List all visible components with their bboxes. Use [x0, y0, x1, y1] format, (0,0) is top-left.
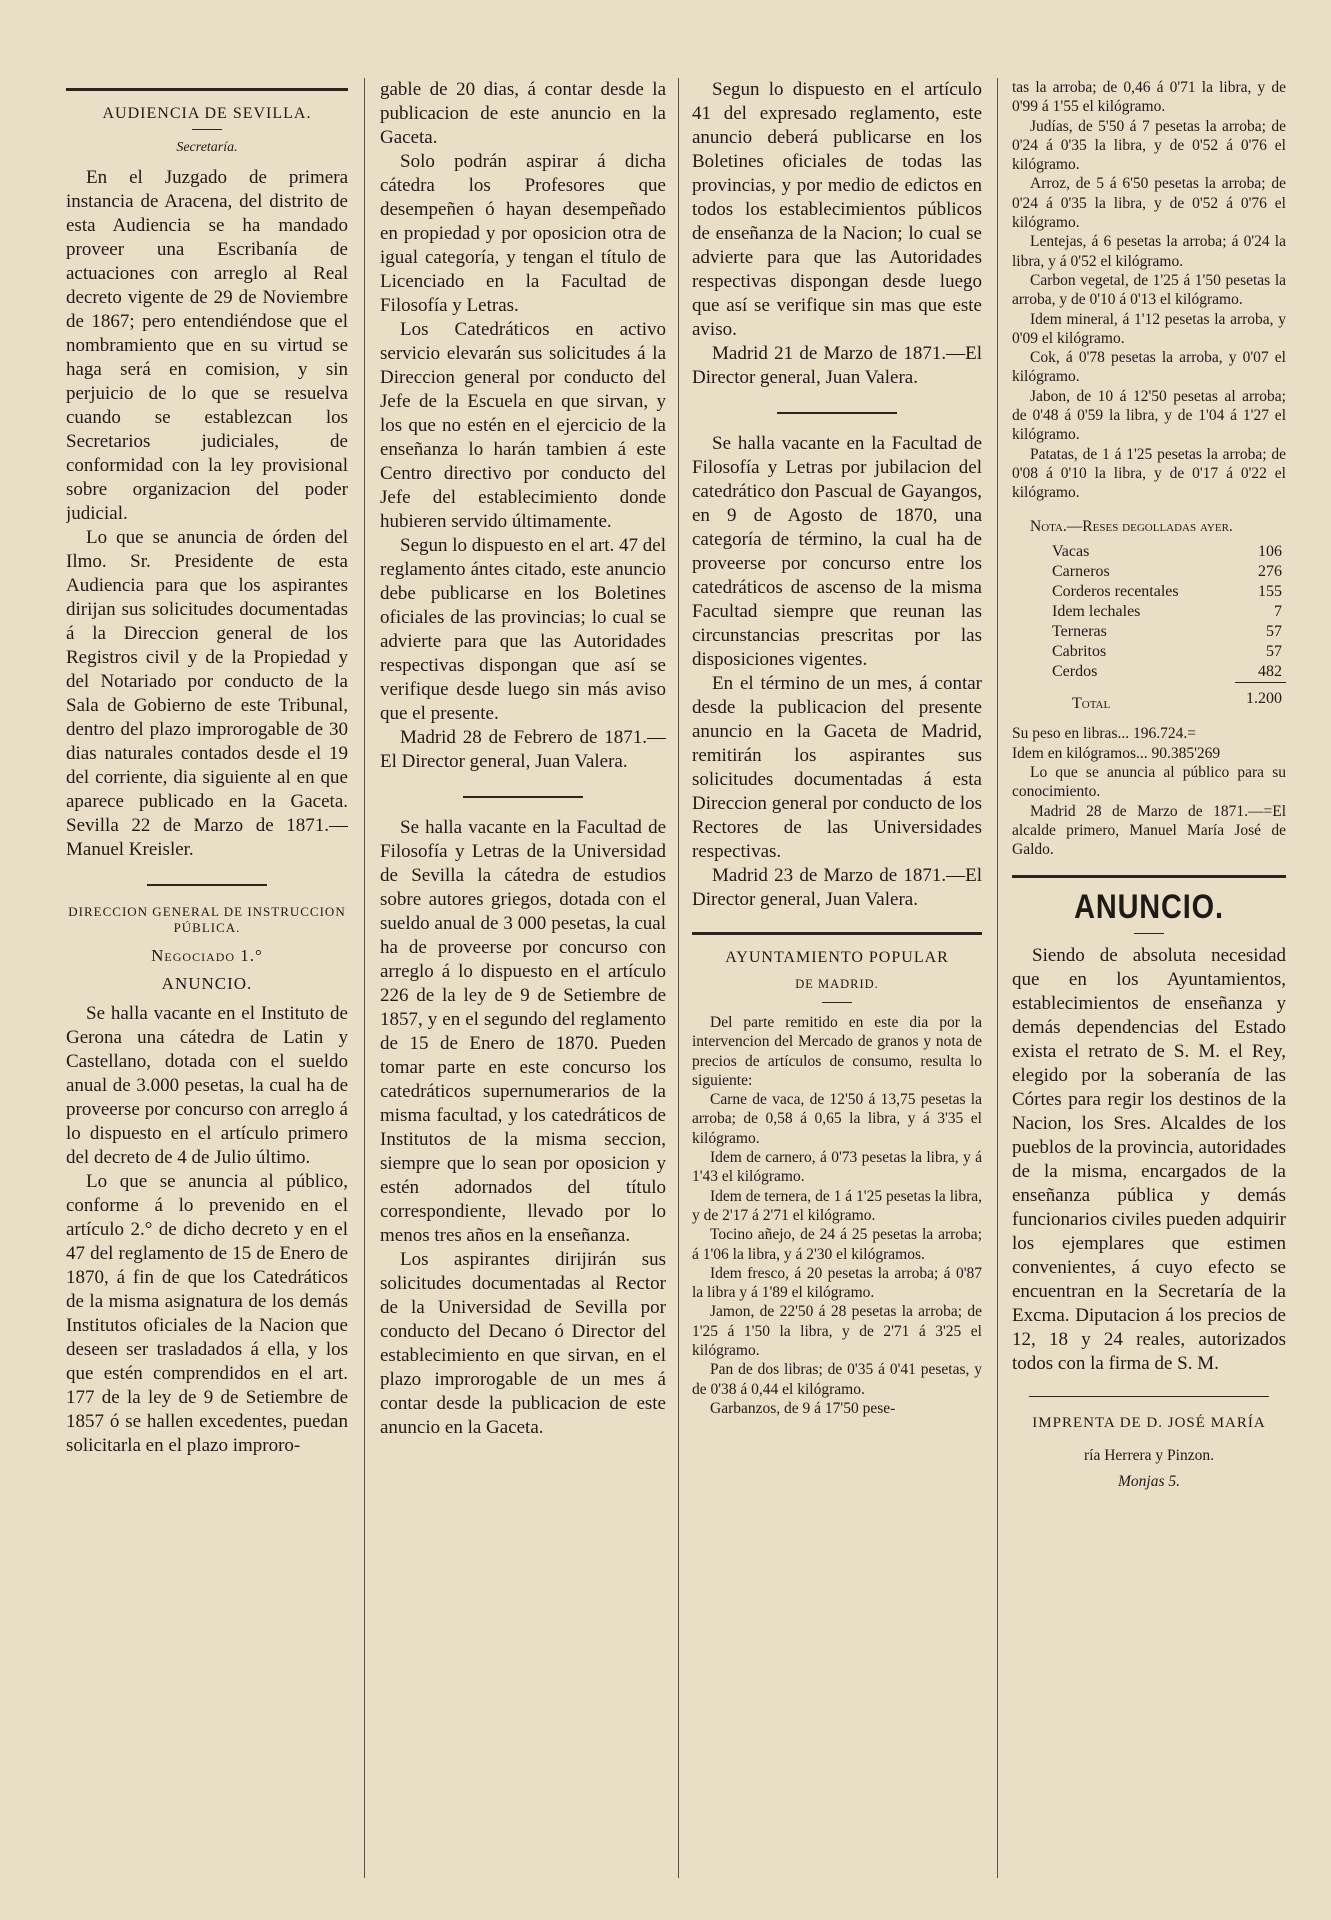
- column-4: [1012, 78, 1286, 1888]
- signature-paragraph: Madrid 28 de Marzo de 1871.—=El alcalde primero, Manuel María José de Galdo.: [1012, 802, 1286, 859]
- reses-value: 57: [1266, 642, 1282, 660]
- price-paragraph: Jamon, de 22'50 á 28 pesetas la arroba; de 1'25 á 1'50 la libra, y de 2'71 á 3'25 el kilógramo.: [692, 1303, 982, 1360]
- section-rule: [66, 88, 348, 91]
- paragraph: En el Juzgado de primera instancia de Aracena, del distrito de esta Audiencia se ha mandado proveer una Escribanía de actuaciones con arreglo al Real decreto vigente de 29 de Noviembre de 1867; pero entendiéndose que el nombramiento que en su virtud se haga será en comision, y sin perjuicio de lo que se resuelva cuando se establezcan los Secretarios judiciales, de conformidad con la ley provisional sobre organizacion del poder judicial.: [66, 167, 348, 524]
- paragraph: Lo que se anuncia de órden del Ilmo. Sr. Presidente de esta Audiencia para que los aspirantes dirijan sus solicitudes documentadas á la Direccion general de los Registros civil y de la Propiedad y del Notariado por conducto de la Sala de Gobierno de este Tribunal, dentro del plazo improrogable de 30 dias naturales contados desde el 19 del corriente, dia siguiente al en que aparece publicado en la Gaceta. Sevilla 22 de Marzo de 1871.—Manuel Kreisler.: [66, 527, 348, 860]
- anuncio-heading: ANUNCIO.: [161, 974, 253, 993]
- column-2: [380, 78, 666, 1888]
- section-rule: [1029, 1396, 1269, 1397]
- reses-value: 106: [1258, 542, 1282, 560]
- section-rule: [147, 884, 267, 886]
- price-paragraph: Tocino añejo, de 24 á 25 pesetas la arroba; á 1'06 la libra, y á 2'30 el kilógramos.: [692, 1226, 982, 1263]
- section-rule: [1012, 875, 1286, 878]
- imprenta-line: IMPRENTA DE D. JOSÉ MARÍA: [1032, 1415, 1266, 1432]
- reses-label: Cerdos: [1052, 663, 1098, 681]
- reses-label: Carneros: [1052, 562, 1110, 580]
- reses-value: 57: [1266, 622, 1282, 640]
- price-paragraph: Cok, á 0'78 pesetas la arroba, y 0'07 el kilógramo.: [1012, 349, 1286, 386]
- reses-row: [1012, 622, 1286, 642]
- price-paragraph: Arroz, de 5 á 6'50 pesetas la arroba; de 0'24 á 0'35 la libra, y de 0'52 á 0'76 el kilógramo.: [1012, 175, 1286, 232]
- section-subtitle-madrid: DE MADRID.: [795, 977, 879, 991]
- reses-label: Cabritos: [1052, 642, 1107, 660]
- paragraph: gable de 20 dias, á contar desde la publicacion de este anuncio en la Gaceta.: [380, 79, 666, 148]
- paragraph: Los Catedráticos en activo servicio elevarán sus solicitudes á la Direccion general por conducto del Jefe de la Escuela en que sirvan, y los que no estén en el ejercicio de la enseñanza lo harán tambien á este Centro directivo por conducto del Jefe del establecimiento donde hubieren servido últimamente.: [380, 319, 666, 532]
- column-1: [66, 78, 348, 1888]
- reses-table: [1012, 542, 1286, 715]
- reses-label: Terneras: [1052, 622, 1107, 640]
- negociado-heading: Negociado 1.°: [151, 946, 263, 965]
- paragraph: Solo podrán aspirar á dicha cátedra los Profesores que desempeñen ó hayan desempeñado en propiedad y por oposicion otra de igual categoría, y tengan el título de Licenciado en la Facultad de Filosofía y Letras.: [380, 151, 666, 316]
- price-paragraph: Lentejas, á 6 pesetas la arroba; á 0'24 la libra, y á 0'52 el kilógramo.: [1012, 233, 1286, 270]
- section-subtitle-secretaria: Secretaría.: [176, 140, 238, 155]
- reses-label: Vacas: [1052, 542, 1090, 560]
- anuncio-big-heading: ANUNCIO.: [1074, 888, 1224, 927]
- reses-label: Idem lechales: [1052, 602, 1141, 620]
- price-paragraph: Del parte remitido en este dia por la intervencion del Mercado de granos y nota de precios de artículos de consumo, resulta lo siguiente:: [692, 1014, 982, 1089]
- section-title-instruccion: DIRECCION GENERAL DE INSTRUCCION PÚBLICA.: [68, 904, 346, 935]
- section-title-ayuntamiento: AYUNTAMIENTO POPULAR: [725, 949, 949, 966]
- price-paragraph: Pan de dos libras; de 0'35 á 0'41 pesetas, y de 0'38 á 0,44 el kilógramo.: [692, 1361, 982, 1398]
- paragraph: Se halla vacante en la Facultad de Filosofía y Letras por jubilacion del catedrático don Pascual de Gayangos, en 9 de Agosto de 1870, una categoría de término, la cual ha de proveerse por concurso entre los catedráticos de ascenso de la misma Facultad siempre que reunan las circunstancias prescritas por las disposiciones vigentes.: [692, 433, 982, 670]
- section-rule: [692, 932, 982, 935]
- paragraph: Se halla vacante en el Instituto de Gerona una cátedra de Latin y Castellano, dotada con el sueldo anual de 3.000 pesetas, la cual ha de proveerse por concurso con arreglo á lo dispuesto en el artículo primero del decreto de 4 de Julio último.: [66, 1003, 348, 1168]
- signature-paragraph: Madrid 21 de Marzo de 1871.—El Director general, Juan Valera.: [692, 343, 982, 388]
- reses-value: 155: [1258, 582, 1282, 600]
- paragraph: Lo que se anuncia al público, conforme á lo prevenido en el artículo 2.° de dicho decreto y en el 47 del reglamento de 15 de Enero de 1870, á fin de que los Catedráticos de la misma asignatura de los demás Institutos oficiales de la Nacion que deseen ser trasladados á ella, y los que estén comprendidos en el art. 177 de la ley de 9 de Setiembre de 1857 ó se hallen excedentes, puedan solicitarla en el plazo improro-: [66, 1171, 348, 1456]
- column-3: [692, 78, 982, 1888]
- price-paragraph: Garbanzos, de 9 á 17'50 pese-: [710, 1399, 896, 1417]
- paragraph: Se halla vacante en la Facultad de Filosofía y Letras de la Universidad de Sevilla la cátedra de estudios sobre autores griegos, dotada con el sueldo anual de 3 000 pesetas, la cual ha de proveerse por concurso con arreglo á lo dispuesto en el artículo 226 de la ley de 9 de Setiembre de 1857, y en el segundo del reglamento de 15 de Enero de 1870. Pueden tomar parte en este concurso los catedráticos supernumerarios de la misma facultad, y los catedráticos de Institutos de la misma seccion, siempre que lo sean por oposicion y estén adornados del título correspondiente, llevado por lo menos tres años en la enseñanza.: [380, 817, 666, 1246]
- paragraph: Segun lo dispuesto en el artículo 41 del expresado reglamento, este anuncio deberá publicarse en los Boletines oficiales de todas las provincias, y por medio de edictos en todos los establecimientos públicos de enseñanza de la Nacion; lo cual se advierte para que las Autoridades respectivas dispongan desde luego que así se verifique sin mas que este aviso.: [692, 79, 982, 340]
- total-value: 1.200: [1235, 682, 1286, 714]
- price-paragraph: Idem fresco, á 20 pesetas la arroba; á 0'87 la libra y á 1'89 el kilógramo.: [692, 1264, 982, 1302]
- short-rule: [192, 129, 222, 130]
- section-rule: [463, 796, 583, 798]
- signature-paragraph: Madrid 23 de Marzo de 1871.—El Director general, Juan Valera.: [692, 865, 982, 910]
- price-paragraph: Judías, de 5'50 á 7 pesetas la arroba; de 0'24 á 0'35 la libra, y de 0'52 á 0'76 el kilógramo.: [1012, 117, 1286, 174]
- reses-value: 7: [1274, 602, 1282, 620]
- price-paragraph: Idem mineral, á 1'12 pesetas la arroba, y 0'09 el kilógramo.: [1012, 310, 1286, 347]
- paragraph: En el término de un mes, á contar desde la publicacion del presente anuncio en la Gaceta de Madrid, remitirán los aspirantes sus solicitudes documentadas á esta Direccion general por conducto de los Rectores de las Universidades respectivas.: [692, 673, 982, 862]
- anuncio-paragraph: Siendo de absoluta necesidad que en los Ayuntamientos, establecimientos de enseñanza y demás dependencias del Estado exista el retrato de S. M. el Rey, elegido por la soberanía de las Córtes para regir los destinos de la Nacion, los Sres. Alcaldes de los pueblos de la provincia, autoridades de la misma, encargados de la enseñanza pública y demás funcionarios civiles pueden adquirir los ejemplares que estimen convenientes, á cuyo efecto se encuentran en la Secretaría de la Excma. Diputacion á los precios de 12, 18 y 24 reales, autorizados todos con la firma de S. M.: [1012, 945, 1286, 1375]
- reses-row: [1012, 562, 1286, 582]
- imprenta-address: Monjas 5.: [1118, 1472, 1180, 1490]
- paragraph: Segun lo dispuesto en el art. 47 del reglamento ántes citado, este anuncio debe publicarse en los Boletines oficiales de las provincias; lo cual se advierte para que las Autoridades respectivas dispongan que así se verifique desde luego sin más aviso que el presente.: [380, 535, 666, 724]
- signature-paragraph: Madrid 28 de Febrero de 1871.—El Director general, Juan Valera.: [380, 727, 666, 772]
- price-paragraph: Jabon, de 10 á 12'50 pesetas al arroba; de 0'48 á 0'59 la libra, y de 1'04 á 1'27 el kilógramo.: [1012, 387, 1286, 444]
- column-rule: [364, 78, 365, 1878]
- short-rule: [1134, 933, 1164, 934]
- nota-heading: Nota.—Reses degolladas ayer.: [1030, 517, 1233, 535]
- reses-row: [1012, 602, 1286, 622]
- reses-label: Corderos recentales: [1052, 582, 1179, 600]
- reses-value: 276: [1258, 562, 1282, 580]
- reses-row: [1012, 662, 1286, 683]
- reses-total-row: [1012, 682, 1286, 714]
- section-rule: [777, 412, 897, 414]
- total-label: Total: [1072, 695, 1111, 713]
- price-paragraph: tas la arroba; de 0,46 á 0'71 la libra, y de 0'99 á 1'55 el kilógramo.: [1012, 79, 1286, 116]
- short-rule: [822, 1002, 852, 1003]
- paragraph: Los aspirantes dirijirán sus solicitudes documentadas al Rector de la Universidad de Sevilla por conducto del Decano ó Director del establecimiento en que sirvan, en el plazo improrogable de un mes á contar desde la publicacion de este anuncio en la Gaceta.: [380, 1249, 666, 1438]
- peso-libras: Su peso en libras... 196.724.=: [1012, 725, 1196, 743]
- reses-row: [1012, 642, 1286, 662]
- peso-kilogramos: Idem en kilógramos... 90.385'269: [1012, 744, 1221, 762]
- price-paragraph: Patatas, de 1 á 1'25 pesetas la arroba; de 0'08 á 0'10 la libra, y de 0'17 á 0'22 el kilógramo.: [1012, 445, 1286, 502]
- price-paragraph: Idem de ternera, de 1 á 1'25 pesetas la libra, y de 2'17 á 2'71 el kilógramo.: [692, 1187, 982, 1224]
- column-rule: [997, 78, 998, 1878]
- reses-value: 482: [1258, 662, 1282, 680]
- column-rule: [678, 78, 679, 1878]
- section-title-audiencia: AUDIENCIA DE SEVILLA.: [102, 105, 312, 122]
- price-paragraph: Carne de vaca, de 12'50 á 13,75 pesetas la arroba; de 0,58 á 0,65 la libra, y á 3'35 el kilógramo.: [692, 1091, 982, 1147]
- imprenta-line: ría Herrera y Pinzon.: [1084, 1447, 1214, 1465]
- price-paragraph: Idem de carnero, á 0'73 pesetas la libra, y á 1'43 el kilógramo.: [692, 1149, 982, 1186]
- reses-row: [1012, 542, 1286, 562]
- price-paragraph: Lo que se anuncia al público para su conocimiento.: [1012, 763, 1286, 801]
- reses-row: [1012, 582, 1286, 602]
- price-paragraph: Carbon vegetal, de 1'25 á 1'50 pesetas la arroba, y de 0'10 á 0'13 el kilógramo.: [1012, 271, 1286, 309]
